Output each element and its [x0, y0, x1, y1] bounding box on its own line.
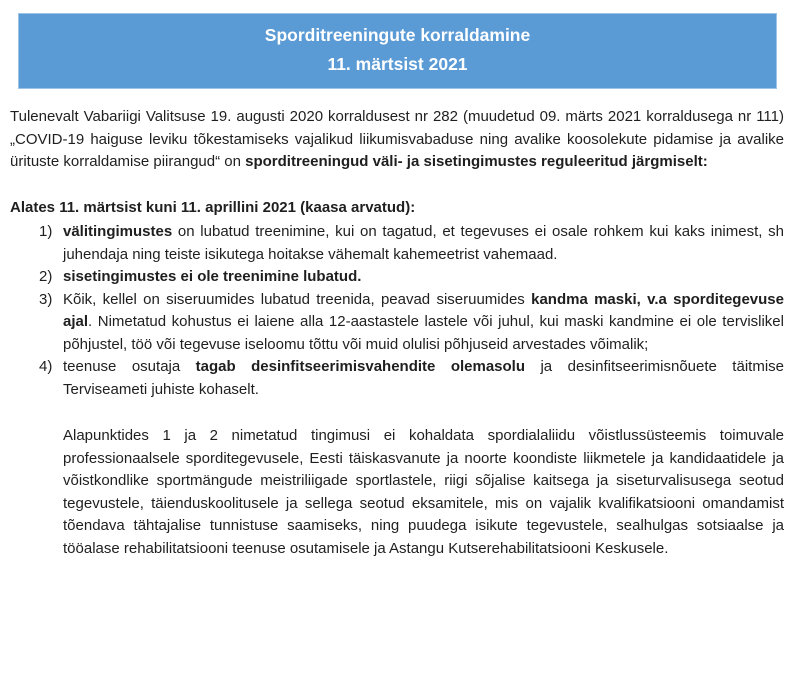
title-banner — [18, 13, 777, 89]
text-segment: ja desinfitseerimisnõuete täitmise Terviseameti juhiste kohaselt. — [63, 358, 784, 398]
restrictions-list — [0, 221, 794, 401]
text-segment: Tulenevalt Vabariigi Valitsuse 19. augusti 2020 korraldusest nr 282 (muudetud 09. märts 2021 korraldusega nr 111) „COVID-19 haiguse leviku tõkestamiseks vajalikud liikumisvabaduse ning avalike koosolekute pidamise ja avalike ürituste korraldamise piirangud“ on — [10, 108, 784, 170]
bold-text-segment: tagab desinfitseerimisvahendite olemasolu — [195, 358, 526, 375]
banner-title-line2: 11. märtsist 2021 — [327, 54, 468, 74]
bold-text-segment: sporditreeningud väli- ja sisetingimustes reguleeritud järgmiselt: — [245, 153, 708, 170]
bold-text-segment: sisetingimustes ei ole treenimine lubatud. — [63, 268, 362, 285]
text-segment: on lubatud treenimine, kui on tagatud, et tegevuses ei osale rohkem kui kaks inimest, sh juhendaja ning teiste isikutega hoitakse vähemalt kahemeetrist vahemaad. — [63, 223, 784, 263]
list-item — [0, 289, 794, 357]
list-item-marker: 3) — [39, 290, 53, 308]
list-item-text — [63, 221, 784, 266]
list-item-marker: 4) — [39, 358, 53, 375]
list-item — [0, 266, 794, 289]
list-item-text — [63, 266, 784, 289]
list-item-marker: 2) — [39, 268, 53, 285]
exceptions-paragraph: Alapunktides 1 ja 2 nimetatud tingimusi ei kohaldata spordialaliidu võistlussüsteemis toimuvale professionaalsele sporditegevusele, Eesti täiskasvanute ja noorte koondiste liikmetele ja kandidaatidele ja võistkondlike sportmängude meistriliigade sportlastele, riigi sõjalise kaitsega ja siseturvalisusega seotud tegevustele, täienduskoolitusele ja sellega seotud eksamitele, mis on vajalik kvalifikatsiooni omandamist tõendava tähtajalise tunnistuse saamiseks, ning puudega isikute tegevustele, sealhulgas sotsiaalse ja tööalase rehabilitatsiooni teenuse osutamisele ja Astangu Kutserehabilitatsiooni Keskusele. — [63, 427, 784, 557]
banner-title-line1: Sporditreeningute korraldamine — [264, 25, 531, 45]
list-item-text — [63, 289, 784, 357]
text-segment: Kõik, kellel on siseruumides lubatud treenida, peavad siseruumides — [63, 290, 532, 308]
list-item-marker: 1) — [39, 223, 53, 240]
bold-text-segment: kandma maski, v.a sporditegevuse ajal — [63, 290, 784, 330]
text-segment: . Nimetatud kohustus ei laiene alla 12-aastastele lastele või juhul, kui maski kandmine ei ole tervislikel põhjustel, töö või tegevuse iseloomu tõttu või muid olulisi põhjuseid arvestades võimalik; — [63, 313, 784, 353]
list-item-text — [63, 356, 784, 401]
intro-paragraph — [10, 106, 784, 174]
period-heading: Alates 11. märtsist kuni 11. aprillini 2021 (kaasa arvatud): — [10, 198, 416, 216]
list-item — [0, 221, 794, 266]
bold-text-segment: välitingimustes — [63, 223, 173, 240]
text-segment: teenuse osutaja — [63, 358, 196, 375]
list-item — [0, 356, 794, 401]
